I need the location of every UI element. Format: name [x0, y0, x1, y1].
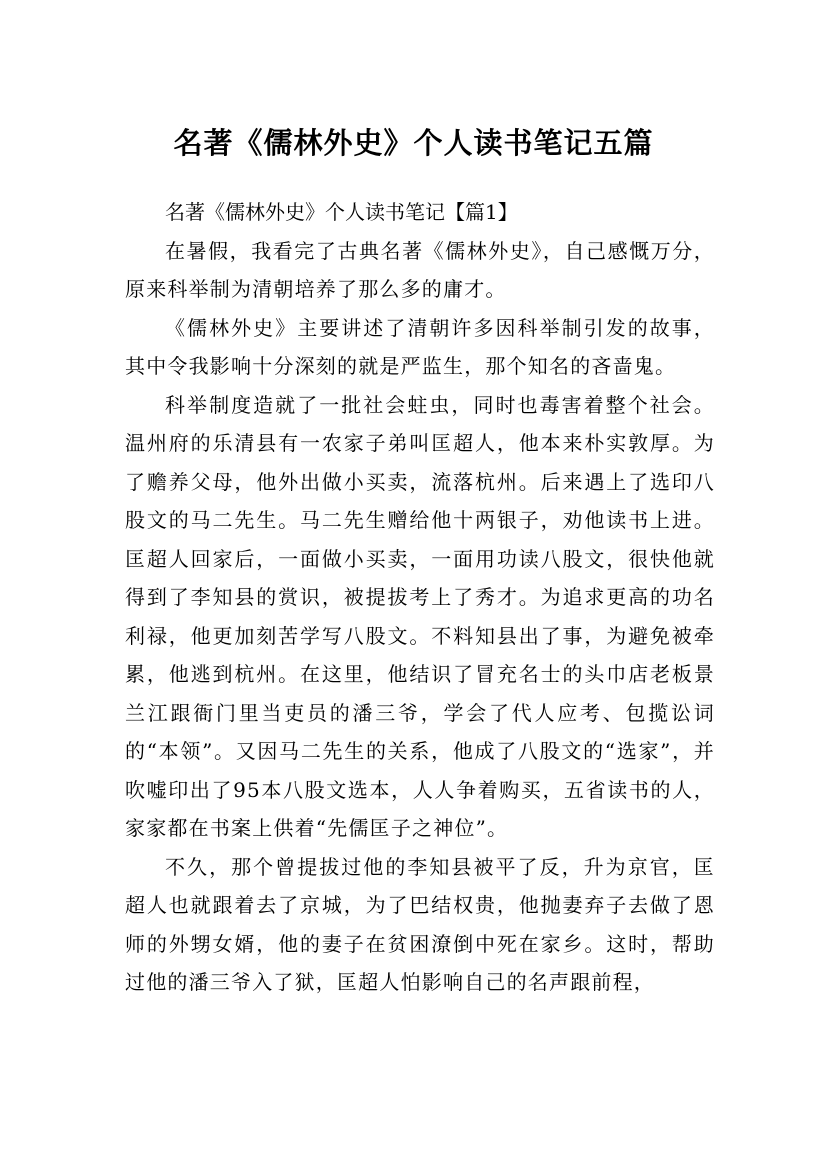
paragraph: 在暑假，我看完了古典名著《儒林外史》，自己感慨万分，原来科举制为清朝培养了那么多的庸才。: [125, 238, 715, 301]
document-body: [125, 193, 715, 1002]
document-title: 名著《儒林外史》个人读书笔记五篇: [173, 126, 654, 161]
paragraph: 不久，那个曾提拔过他的李知县被平了反，升为京官，匡超人也就跟着去了京城，为了巴结权贵，他抛妻弃子去做了恩师的外甥女婿，他的妻子在贫困潦倒中死在家乡。这时，帮助过他的潘三爷入了狱，匡超人怕影响自己的名声跟前程，: [125, 854, 715, 994]
section-heading: 名著《儒林外史》个人读书笔记【篇1】: [165, 200, 518, 224]
paragraph: 《儒林外史》主要讲述了清朝许多因科举制引发的故事，其中令我影响十分深刻的就是严监生，那个知名的吝啬鬼。: [125, 315, 715, 378]
paragraph: 科举制度造就了一批社会蛀虫，同时也毒害着整个社会。温州府的乐清县有一农家子弟叫匡超人，他本来朴实敦厚。为了赡养父母，他外出做小买卖，流落杭州。后来遇上了选印八股文的马二先生。马二先生赠给他十两银子，劝他读书上进。匡超人回家后，一面做小买卖，一面用功读八股文，很快他就得到了李知县的赏识，被提拔考上了秀才。为追求更高的功名利禄，他更加刻苦学写八股文。不料知县出了事，为避免被牵累，他逃到杭州。在这里，他结识了冒充名士的头巾店老板景兰江跟衙门里当吏员的潘三爷，学会了代人应考、包揽讼词的“本领”。又因马二先生的关系，他成了八股文的“选家”，并吹嘘印出了95本八股文选本，人人争着购买，五省读书的人，家家都在书案上供着“先儒匡子之神位”。: [125, 392, 715, 840]
